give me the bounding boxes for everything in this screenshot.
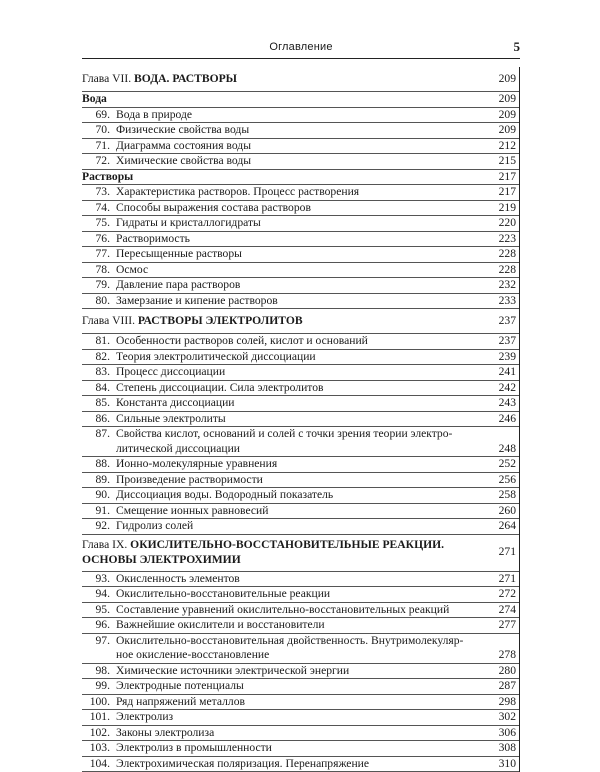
item-text: Гидраты и кристаллогидраты	[116, 216, 485, 231]
item-number: 75.	[82, 216, 116, 231]
item-text: Диссоциация воды. Водородный показатель	[116, 488, 485, 503]
toc-entry	[82, 263, 519, 279]
page-reference: 219	[485, 201, 519, 216]
chapter-heading	[82, 538, 485, 567]
item-text: Константа диссоциации	[116, 396, 485, 411]
toc-entry	[82, 139, 519, 155]
toc-entry	[82, 757, 519, 772]
toc-entry	[82, 634, 519, 664]
item-number: 102.	[82, 726, 116, 741]
page-reference: 256	[485, 473, 519, 488]
item-text: Диаграмма состояния воды	[116, 139, 485, 154]
book-page	[82, 36, 520, 772]
toc-section	[82, 170, 519, 186]
toc-entry	[82, 232, 519, 248]
page-reference: 209	[485, 92, 519, 107]
item-number: 70.	[82, 123, 116, 138]
item-text-line-2: ное окисление-восстановление	[116, 648, 269, 661]
page-reference: 215	[485, 154, 519, 169]
header-title: Оглавление	[82, 41, 520, 53]
item-number: 104.	[82, 757, 116, 772]
toc-entry	[82, 216, 519, 232]
page-reference: 248	[485, 442, 519, 457]
page-reference: 306	[485, 726, 519, 741]
item-number: 100.	[82, 695, 116, 710]
item-number: 82.	[82, 350, 116, 365]
page-reference: 280	[485, 664, 519, 679]
toc-entry	[82, 457, 519, 473]
page-reference: 239	[485, 350, 519, 365]
item-text: Особенности растворов солей, кислот и оснований	[116, 334, 485, 349]
item-text: Гидролиз солей	[116, 519, 485, 534]
item-text: Физические свойства воды	[116, 123, 485, 138]
item-text: Растворимость	[116, 232, 485, 247]
page-reference: 308	[485, 741, 519, 756]
page-reference: 310	[485, 757, 519, 772]
toc-entry	[82, 201, 519, 217]
item-text: Процесс диссоциации	[116, 365, 485, 380]
item-text-line-1: Свойства кислот, оснований и солей с точки зрения теории электро-	[116, 427, 452, 440]
page-reference: 223	[485, 232, 519, 247]
item-text: Электрохимическая поляризация. Перенапряжение	[116, 757, 485, 772]
toc-entry	[82, 603, 519, 619]
toc-entry	[82, 412, 519, 428]
page-reference: 220	[485, 216, 519, 231]
item-number: 77.	[82, 247, 116, 262]
item-number: 103.	[82, 741, 116, 756]
item-number: 76.	[82, 232, 116, 247]
toc-entry	[82, 473, 519, 489]
item-text	[116, 427, 485, 456]
toc-entry	[82, 381, 519, 397]
chapter-label: Глава VII.	[82, 72, 131, 85]
page-reference: 278	[485, 648, 519, 663]
item-number: 71.	[82, 139, 116, 154]
page-reference: 272	[485, 587, 519, 602]
item-number: 72.	[82, 154, 116, 169]
page-reference: 237	[485, 334, 519, 349]
toc-entry	[82, 247, 519, 263]
chapter-label: Глава IX.	[82, 538, 127, 551]
item-number: 79.	[82, 278, 116, 293]
page-reference: 212	[485, 139, 519, 154]
item-number: 84.	[82, 381, 116, 396]
item-number: 96.	[82, 618, 116, 633]
toc-entry	[82, 427, 519, 457]
item-number: 89.	[82, 473, 116, 488]
page-reference: 209	[485, 72, 519, 87]
page-reference: 209	[485, 108, 519, 123]
page-reference: 274	[485, 603, 519, 618]
toc-entry	[82, 488, 519, 504]
item-number: 101.	[82, 710, 116, 725]
toc-entry	[82, 664, 519, 680]
toc-chapter	[82, 535, 519, 572]
toc-entry	[82, 679, 519, 695]
page-reference: 242	[485, 381, 519, 396]
page-reference: 228	[485, 247, 519, 262]
page-reference: 237	[485, 314, 519, 329]
item-text: Химические источники электрической энергии	[116, 664, 485, 679]
chapter-title: РАСТВОРЫ ЭЛЕКТРОЛИТОВ	[138, 314, 303, 327]
item-text-line-2: литической диссоциации	[116, 442, 240, 455]
page-reference: 246	[485, 412, 519, 427]
section-title: Растворы	[82, 170, 485, 185]
item-text: Ионно-молекулярные уравнения	[116, 457, 485, 472]
toc-section	[82, 92, 519, 108]
toc-entry	[82, 587, 519, 603]
page-reference: 287	[485, 679, 519, 694]
toc-entry	[82, 741, 519, 757]
page-reference: 252	[485, 457, 519, 472]
page-reference: 209	[485, 123, 519, 138]
toc-entry	[82, 396, 519, 412]
item-number: 87.	[82, 427, 116, 442]
item-text: Степень диссоциации. Сила электролитов	[116, 381, 485, 396]
toc-entry	[82, 504, 519, 520]
item-number: 81.	[82, 334, 116, 349]
toc-chapter	[82, 67, 519, 92]
item-text: Вода в природе	[116, 108, 485, 123]
item-text: Осмос	[116, 263, 485, 278]
item-text: Химические свойства воды	[116, 154, 485, 169]
item-text: Составление уравнений окислительно-восстановительных реакций	[116, 603, 485, 618]
item-text: Законы электролиза	[116, 726, 485, 741]
page-reference: 217	[485, 170, 519, 185]
table-of-contents	[82, 67, 520, 772]
toc-entry	[82, 726, 519, 742]
item-text: Замерзание и кипение растворов	[116, 294, 485, 309]
toc-entry	[82, 519, 519, 535]
item-number: 86.	[82, 412, 116, 427]
item-text: Способы выражения состава растворов	[116, 201, 485, 216]
item-number: 99.	[82, 679, 116, 694]
toc-entry	[82, 154, 519, 170]
item-text	[116, 634, 485, 663]
item-number: 88.	[82, 457, 116, 472]
toc-entry	[82, 572, 519, 588]
chapter-heading	[82, 314, 485, 329]
toc-entry	[82, 350, 519, 366]
page-reference: 298	[485, 695, 519, 710]
chapter-title-line-1: ОКИСЛИТЕЛЬНО-ВОССТАНОВИТЕЛЬНЫЕ РЕАКЦИИ.	[130, 538, 444, 551]
item-text: Давление пара растворов	[116, 278, 485, 293]
item-text: Пересыщенные растворы	[116, 247, 485, 262]
item-text: Смещение ионных равновесий	[116, 504, 485, 519]
item-number: 93.	[82, 572, 116, 587]
item-text: Характеристика растворов. Процесс растворения	[116, 185, 485, 200]
page-reference: 277	[485, 618, 519, 633]
chapter-title-line-2: ОСНОВЫ ЭЛЕКТРОХИМИИ	[82, 553, 241, 566]
page-reference: 243	[485, 396, 519, 411]
item-text: Произведение растворимости	[116, 473, 485, 488]
item-text: Электродные потенциалы	[116, 679, 485, 694]
toc-entry	[82, 710, 519, 726]
item-text: Окислительно-восстановительные реакции	[116, 587, 485, 602]
chapter-heading	[82, 72, 485, 87]
page-reference: 271	[485, 572, 519, 587]
item-number: 91.	[82, 504, 116, 519]
item-text: Важнейшие окислители и восстановители	[116, 618, 485, 633]
item-text: Электролиз в промышленности	[116, 741, 485, 756]
item-number: 69.	[82, 108, 116, 123]
toc-entry	[82, 334, 519, 350]
item-text: Сильные электролиты	[116, 412, 485, 427]
toc-entry	[82, 185, 519, 201]
item-number: 80.	[82, 294, 116, 309]
page-reference: 302	[485, 710, 519, 725]
toc-entry	[82, 278, 519, 294]
item-number: 85.	[82, 396, 116, 411]
page-reference: 241	[485, 365, 519, 380]
toc-entry	[82, 618, 519, 634]
toc-entry	[82, 294, 519, 310]
page-reference: 233	[485, 294, 519, 309]
item-text: Ряд напряжений металлов	[116, 695, 485, 710]
item-text-line-1: Окислительно-восстановительная двойственность. Внутримолекуляр-	[116, 634, 463, 647]
page-reference: 228	[485, 263, 519, 278]
header-page-number: 5	[514, 39, 521, 55]
item-text: Электролиз	[116, 710, 485, 725]
item-number: 94.	[82, 587, 116, 602]
chapter-title: ВОДА. РАСТВОРЫ	[134, 72, 237, 85]
item-number: 97.	[82, 634, 116, 649]
page-reference: 271	[485, 545, 519, 560]
toc-entry	[82, 123, 519, 139]
chapter-label: Глава VIII.	[82, 314, 135, 327]
item-text: Теория электролитической диссоциации	[116, 350, 485, 365]
page-reference: 260	[485, 504, 519, 519]
item-number: 78.	[82, 263, 116, 278]
page-reference: 232	[485, 278, 519, 293]
toc-entry	[82, 695, 519, 711]
page-reference: 217	[485, 185, 519, 200]
toc-entry	[82, 365, 519, 381]
item-number: 95.	[82, 603, 116, 618]
item-number: 73.	[82, 185, 116, 200]
item-number: 74.	[82, 201, 116, 216]
item-number: 92.	[82, 519, 116, 534]
page-reference: 258	[485, 488, 519, 503]
item-text: Окисленность элементов	[116, 572, 485, 587]
item-number: 98.	[82, 664, 116, 679]
item-number: 83.	[82, 365, 116, 380]
running-header	[82, 36, 520, 59]
toc-chapter	[82, 309, 519, 334]
item-number: 90.	[82, 488, 116, 503]
section-title: Вода	[82, 92, 485, 107]
page-reference: 264	[485, 519, 519, 534]
toc-entry	[82, 108, 519, 124]
